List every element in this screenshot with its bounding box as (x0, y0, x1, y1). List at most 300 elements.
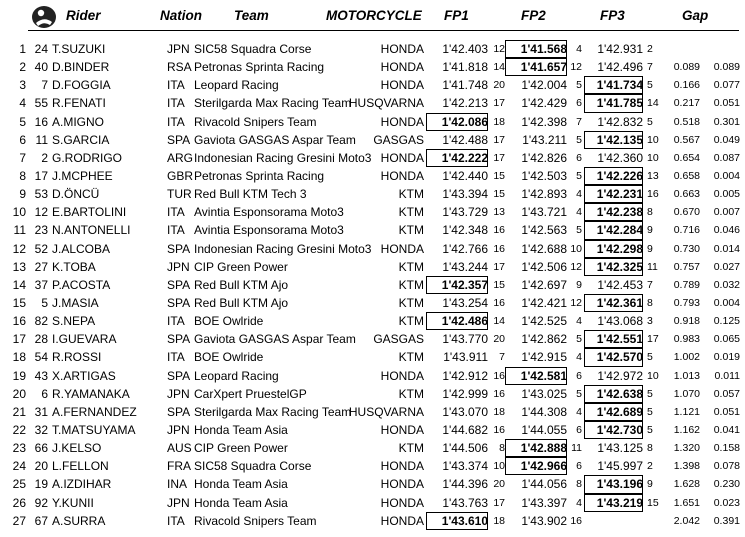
fp2-time: 1'42.888 (505, 439, 567, 457)
fp2-time: 1'44.055 (521, 422, 567, 437)
rider-name: J.KELSO (52, 441, 102, 456)
fp2-time: 1'42.506 (521, 259, 567, 274)
table-row (0, 276, 745, 294)
team-name: Avintia Esponsorama Moto3 (194, 205, 344, 220)
rider-number: 37 (34, 277, 48, 292)
fp2-laps: 8 (576, 478, 582, 491)
position: 17 (12, 332, 26, 347)
table-row (0, 58, 745, 76)
fp1-time: 1'43.070 (442, 404, 488, 419)
team-name: BOE Owlride (194, 350, 264, 365)
rider-name: X.ARTIGAS (52, 368, 116, 383)
fp2-laps: 11 (571, 442, 582, 455)
fp2-laps: 4 (576, 206, 582, 219)
rider-name: J.ALCOBA (52, 241, 111, 256)
nation: ITA (167, 314, 185, 329)
rider-name: D.ÖNCÜ (52, 187, 100, 202)
nation: ITA (167, 223, 185, 238)
fp2-laps: 4 (576, 496, 582, 509)
fp3-laps: 10 (647, 133, 659, 146)
motorcycle: KTM (398, 187, 424, 202)
team-name: SIC58 Squadra Corse (194, 42, 312, 56)
table-row (0, 457, 745, 475)
table-row (0, 475, 745, 493)
position: 15 (12, 295, 26, 310)
fp3-laps: 2 (647, 43, 653, 55)
fp3-time: 1'43.219 (584, 494, 643, 512)
gap-previous: 0.051 (713, 405, 740, 418)
motorcycle: HONDA (380, 368, 424, 383)
fp2-time: 1'42.915 (521, 350, 567, 365)
motorcycle: HONDA (380, 477, 424, 492)
position: 3 (19, 78, 26, 93)
rider-number: 66 (34, 441, 48, 456)
position: 10 (12, 205, 26, 220)
position: 2 (19, 60, 26, 75)
fp3-laps: 14 (647, 97, 659, 110)
gap-first: 0.567 (673, 133, 700, 146)
fp2-time: 1'42.966 (505, 457, 567, 475)
fp1-time: 1'42.222 (426, 149, 488, 167)
nation: AUS (167, 441, 192, 456)
fp2-laps: 10 (570, 242, 582, 255)
motorcycle: KTM (398, 259, 424, 274)
fp1-laps: 20 (493, 333, 505, 346)
gap-previous: 0.087 (713, 151, 740, 164)
gap-first: 1.162 (673, 423, 700, 436)
fp1-time: 1'42.086 (426, 113, 488, 131)
fp3-laps: 8 (647, 296, 653, 309)
gap-first: 0.217 (673, 97, 700, 110)
fp3-laps: 13 (647, 169, 659, 182)
fp2-time: 1'43.902 (521, 513, 567, 528)
motorcycle: HONDA (380, 513, 424, 528)
fp1-laps: 20 (493, 79, 505, 92)
fp2-laps: 9 (576, 278, 582, 291)
gap-first: 1.651 (673, 496, 700, 509)
fp1-time: 1'41.748 (442, 78, 488, 93)
team-name: Leopard Racing (194, 368, 279, 383)
fp2-laps: 6 (576, 460, 582, 473)
fp3-time: 1'42.135 (584, 131, 643, 149)
fp2-laps: 6 (576, 151, 582, 164)
fp2-laps: 12 (570, 296, 582, 309)
table-row (0, 40, 745, 58)
fp1-time: 1'43.911 (443, 350, 488, 365)
fp2-laps: 4 (576, 43, 582, 55)
fp1-laps: 16 (493, 242, 505, 255)
rider-number: 92 (34, 495, 48, 510)
table-row (0, 149, 745, 167)
position: 11 (13, 223, 26, 238)
fp3-time: 1'42.551 (584, 330, 643, 348)
position: 16 (12, 314, 26, 329)
fp1-time: 1'43.244 (442, 259, 488, 274)
fp3-laps: 9 (647, 478, 653, 491)
fp2-time: 1'42.503 (521, 168, 567, 183)
nation: SPA (167, 132, 191, 147)
table-row (0, 258, 745, 276)
position: 25 (12, 477, 26, 492)
fp1-laps: 15 (493, 188, 505, 201)
position: 1 (19, 42, 26, 56)
header-rider: Rider (66, 8, 101, 23)
fp3-time: 1'42.360 (597, 150, 643, 165)
fp2-time: 1'42.893 (521, 187, 567, 202)
rider-name: D.BINDER (52, 60, 110, 75)
gap-first: 1.628 (673, 478, 700, 491)
table-row (0, 185, 745, 203)
position: 4 (19, 96, 26, 111)
fp1-laps: 7 (499, 351, 505, 364)
fp3-time: 1'43.196 (584, 475, 643, 493)
team-name: SIC58 Squadra Corse (194, 459, 312, 474)
fp3-laps: 3 (647, 315, 653, 328)
rider-name: T.MATSUYAMA (52, 422, 136, 437)
position: 6 (19, 132, 26, 147)
fp1-laps: 16 (493, 387, 505, 400)
fp1-laps: 18 (493, 115, 505, 128)
fp2-laps: 6 (576, 423, 582, 436)
rider-name: R.FENATI (52, 96, 106, 111)
table-row (0, 403, 745, 421)
team-name: Rivacold Snipers Team (194, 114, 317, 129)
gap-first: 1.398 (673, 460, 700, 473)
team-name: Rivacold Snipers Team (194, 513, 317, 528)
fp1-time: 1'42.403 (442, 42, 488, 56)
gap-previous: 0.230 (713, 478, 740, 491)
fp3-time: 1'42.730 (584, 421, 643, 439)
rider-number: 31 (34, 404, 48, 419)
fp1-time: 1'43.254 (442, 295, 488, 310)
fp3-time: 1'43.125 (597, 441, 643, 456)
nation: TUR (167, 187, 192, 202)
rider-name: R.YAMANAKA (52, 386, 130, 401)
position: 14 (12, 277, 26, 292)
header-fp2: FP2 (521, 8, 546, 23)
fp2-laps: 12 (570, 260, 582, 273)
fp2-laps: 12 (570, 61, 582, 74)
fp1-time: 1'42.213 (442, 96, 488, 111)
fp1-laps: 17 (493, 133, 505, 146)
fp1-time: 1'41.818 (442, 60, 488, 75)
gap-previous: 0.019 (713, 351, 740, 364)
rider-name: S.NEPA (52, 314, 96, 329)
fp1-laps: 17 (493, 97, 505, 110)
team-name: CarXpert PruestelGP (194, 386, 307, 401)
fp1-time: 1'42.488 (442, 132, 488, 147)
fp3-time: 1'45.997 (597, 459, 643, 474)
gap-previous: 0.051 (713, 97, 740, 110)
nation: RSA (167, 60, 192, 75)
fp3-time: 1'42.453 (597, 277, 643, 292)
rider-name: T.SUZUKI (52, 42, 106, 56)
team-name: Avintia Esponsorama Moto3 (194, 223, 344, 238)
gap-first: 0.654 (673, 151, 700, 164)
motorcycle: KTM (398, 350, 424, 365)
fp2-time: 1'42.398 (521, 114, 567, 129)
motorcycle: GASGAS (373, 132, 424, 147)
position: 21 (12, 404, 26, 419)
rider-number: 23 (34, 223, 48, 238)
header-nation: Nation (160, 8, 202, 23)
gap-previous: 0.032 (713, 278, 740, 291)
team-name: Red Bull KTM Ajo (194, 277, 289, 292)
fp1-laps: 18 (493, 405, 505, 418)
rider-number: 67 (34, 513, 48, 528)
header-team: Team (234, 8, 269, 23)
table-row (0, 221, 745, 239)
position: 8 (19, 168, 26, 183)
header-divider (28, 30, 739, 31)
table-row (0, 348, 745, 366)
motorcycle: KTM (398, 386, 424, 401)
fp2-time: 1'42.429 (521, 96, 567, 111)
gap-first: 0.089 (673, 61, 700, 74)
fp2-laps: 16 (570, 514, 582, 527)
rider-name: E.BARTOLINI (52, 205, 127, 220)
rider-number: 32 (34, 422, 48, 437)
nation: ITA (167, 96, 185, 111)
fp2-laps: 6 (576, 369, 582, 382)
gap-previous: 0.125 (713, 315, 740, 328)
rider-name: L.FELLON (52, 459, 109, 474)
gap-previous: 0.046 (713, 224, 740, 237)
rider-name: Y.KUNII (52, 495, 94, 510)
rider-number: 53 (34, 187, 48, 202)
position: 23 (12, 441, 26, 456)
fp1-laps: 16 (493, 296, 505, 309)
gap-first: 0.518 (673, 115, 700, 128)
gap-previous: 0.078 (713, 460, 740, 473)
fp1-time: 1'42.348 (442, 223, 488, 238)
table-row (0, 167, 745, 185)
fp1-laps: 15 (493, 169, 505, 182)
fp3-time: 1'42.284 (584, 221, 643, 239)
nation: SPA (167, 404, 191, 419)
fp3-laps: 10 (647, 151, 659, 164)
team-name: Honda Team Asia (194, 495, 288, 510)
team-name: Honda Team Asia (194, 422, 288, 437)
rider-number: 16 (34, 114, 48, 129)
fp1-laps: 17 (493, 151, 505, 164)
position: 27 (12, 513, 26, 528)
fp3-time: 1'43.068 (597, 314, 643, 329)
fp3-time: 1'42.361 (584, 294, 643, 312)
fp3-time: 1'42.570 (584, 348, 643, 366)
fp2-time: 1'43.721 (521, 205, 567, 220)
fp2-time: 1'43.211 (522, 132, 567, 147)
motorcycle: KTM (398, 295, 424, 310)
position: 5 (19, 114, 26, 129)
team-name: Indonesian Racing Gresini Moto3 (194, 241, 372, 256)
rider-name: A.FERNANDEZ (52, 404, 137, 419)
motorcycle: KTM (398, 277, 424, 292)
results-table (0, 40, 745, 530)
fp2-laps: 5 (576, 387, 582, 400)
nation: ITA (167, 114, 185, 129)
gap-first: 1.121 (673, 405, 700, 418)
rider-name: S.GARCIA (52, 132, 110, 147)
fp1-time: 1'43.394 (442, 187, 488, 202)
fp1-time: 1'42.766 (442, 241, 488, 256)
rider-number: 5 (41, 295, 48, 310)
rider-number: 6 (41, 386, 48, 401)
fp1-laps: 13 (493, 206, 505, 219)
fp1-time: 1'43.374 (442, 459, 488, 474)
fp2-time: 1'42.826 (521, 150, 567, 165)
gap-previous: 0.004 (713, 296, 740, 309)
fp3-time: 1'42.972 (597, 368, 643, 383)
table-row (0, 131, 745, 149)
gap-previous: 0.049 (713, 133, 740, 146)
gap-first: 0.789 (673, 278, 700, 291)
rider-number: 82 (34, 314, 48, 329)
rider-name: A.IZDIHAR (52, 477, 112, 492)
fp2-laps: 4 (576, 315, 582, 328)
fp3-time: 1'42.832 (597, 114, 643, 129)
fp2-laps: 5 (576, 224, 582, 237)
motorcycle: HONDA (380, 241, 424, 256)
fp3-time: 1'41.734 (584, 76, 643, 94)
fp1-time: 1'44.396 (442, 477, 488, 492)
motorcycle: HONDA (380, 114, 424, 129)
fp2-time: 1'44.308 (521, 404, 567, 419)
fp2-laps: 5 (576, 333, 582, 346)
rider-name: R.ROSSI (52, 350, 102, 365)
motorcycle: HONDA (380, 459, 424, 474)
fp3-time: 1'42.638 (584, 385, 643, 403)
nation: ITA (167, 78, 185, 93)
rider-name: N.ANTONELLI (52, 223, 131, 238)
team-name: Petronas Sprinta Racing (194, 168, 325, 183)
fp1-laps: 16 (493, 369, 505, 382)
motorcycle: KTM (398, 441, 424, 456)
fp3-laps: 9 (647, 224, 653, 237)
rider-name: J.MCPHEE (52, 168, 113, 183)
team-name: Gaviota GASGAS Aspar Team (194, 132, 356, 147)
motorcycle: HONDA (380, 60, 424, 75)
gap-first: 0.730 (673, 242, 700, 255)
gap-first: 0.793 (673, 296, 700, 309)
gap-first: 1.002 (673, 351, 700, 364)
fp2-time: 1'42.862 (521, 332, 567, 347)
nation: JPN (167, 495, 190, 510)
rider-number: 43 (34, 368, 48, 383)
gap-previous: 0.065 (713, 333, 740, 346)
fp2-laps: 5 (576, 169, 582, 182)
team-name: Indonesian Racing Gresini Moto3 (194, 150, 372, 165)
rider-number: 11 (35, 132, 48, 147)
fp3-laps: 5 (647, 79, 653, 92)
rider-name: P.ACOSTA (52, 277, 111, 292)
gap-previous: 0.005 (713, 188, 740, 201)
gap-first: 0.918 (673, 315, 700, 328)
gap-previous: 0.158 (713, 442, 740, 455)
rider-number: 24 (34, 42, 48, 56)
team-name: Sterilgarda Max Racing Team (194, 96, 352, 111)
fp2-time: 1'42.697 (521, 277, 567, 292)
gap-previous: 0.301 (713, 115, 740, 128)
gap-first: 0.663 (673, 188, 700, 201)
fp2-laps: 5 (576, 79, 582, 92)
motorcycle: HONDA (380, 168, 424, 183)
position: 19 (12, 368, 26, 383)
team-name: CIP Green Power (194, 441, 288, 456)
fp2-time: 1'41.657 (505, 58, 567, 76)
header-fp1: FP1 (444, 8, 469, 23)
rider-number: 17 (34, 168, 48, 183)
rider-name: J.MASIA (52, 295, 99, 310)
fp3-time: 1'42.496 (597, 60, 643, 75)
fp2-time: 1'42.581 (505, 367, 567, 385)
table-row (0, 439, 745, 457)
rider-name: D.FOGGIA (52, 78, 111, 93)
table-row (0, 94, 745, 112)
fp1-time: 1'42.912 (442, 368, 488, 383)
table-row (0, 203, 745, 221)
fp1-laps: 17 (493, 496, 505, 509)
nation: JPN (167, 259, 190, 274)
team-name: Petronas Sprinta Racing (194, 60, 325, 75)
team-name: CIP Green Power (194, 259, 288, 274)
gap-first: 1.070 (673, 387, 700, 400)
header-fp3: FP3 (600, 8, 625, 23)
fp1-laps: 12 (493, 43, 505, 55)
team-name: Honda Team Asia (194, 477, 288, 492)
fp1-time: 1'43.729 (442, 205, 488, 220)
fp3-time: 1'42.298 (584, 240, 643, 258)
fp1-time: 1'42.440 (442, 168, 488, 183)
table-row (0, 494, 745, 512)
position: 24 (12, 459, 26, 474)
fp1-laps: 16 (493, 423, 505, 436)
nation: JPN (167, 386, 190, 401)
motorcycle: HONDA (380, 78, 424, 93)
gap-previous: 0.089 (713, 61, 740, 74)
fp3-laps: 2 (647, 460, 653, 473)
motorcycle: HONDA (380, 495, 424, 510)
table-row (0, 113, 745, 131)
fp1-laps: 14 (493, 315, 505, 328)
fp1-time: 1'42.999 (442, 386, 488, 401)
header-gap: Gap (682, 8, 709, 23)
table-row (0, 367, 745, 385)
rider-number: 55 (34, 96, 48, 111)
table-row (0, 240, 745, 258)
gap-previous: 0.014 (713, 242, 740, 255)
fp2-laps: 4 (576, 188, 582, 201)
fp1-laps: 18 (493, 514, 505, 527)
fp3-laps: 5 (647, 405, 653, 418)
team-name: Red Bull KTM Ajo (194, 295, 289, 310)
gap-previous: 0.041 (713, 423, 740, 436)
fp2-time: 1'42.421 (521, 295, 567, 310)
fp3-laps: 11 (647, 260, 658, 273)
rider-name: K.TOBA (52, 259, 96, 274)
motorcycle: KTM (398, 223, 424, 238)
fp2-laps: 4 (576, 405, 582, 418)
nation: GBR (167, 168, 194, 183)
nation: ITA (167, 350, 185, 365)
nation: INA (167, 477, 188, 492)
fp1-time: 1'43.763 (442, 495, 488, 510)
header-motorcycle: MOTORCYCLE (326, 8, 422, 23)
team-name: Red Bull KTM Tech 3 (194, 187, 307, 202)
position: 9 (19, 187, 26, 202)
gap-first: 0.757 (673, 260, 700, 273)
fp3-laps: 7 (647, 61, 653, 74)
